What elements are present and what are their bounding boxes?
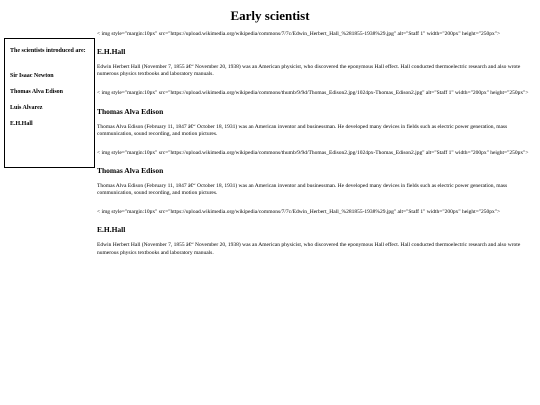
broken-image-markup: < img style="margin:10px" src="https://upload.wikimedia.org/wikipedia/commons/thumb/9/9d/Thomas_Edison2.jpg/1024px-Thomas_Edison2.jpg" alt="Staff 1" width="200px" height="250px"> — [97, 90, 529, 97]
scientist-section — [97, 209, 535, 256]
scientist-name: E.H.Hall — [97, 47, 126, 57]
sidebar-item-alvarez: Luis Alvarez — [10, 105, 43, 111]
scientist-name: E.H.Hall — [97, 225, 126, 235]
scientist-section — [97, 90, 535, 137]
sidebar-heading: The scientists introduced are: — [10, 48, 86, 54]
scientist-bio: Edwin Herbert Hall (November 7, 1855 â€“ November 20, 1938) was an American physicist, who discovered the eponymous Hall effect. Hall conducted thermoelectric research and also wrote numerous physics textbooks and laboratory manuals. — [97, 242, 521, 256]
broken-image-markup: < img style="margin:10px" src="https://upload.wikimedia.org/wikipedia/commons/thumb/9/9d/Thomas_Edison2.jpg/1024px-Thomas_Edison2.jpg" alt="Staff 1" width="200px" height="250px"> — [97, 149, 529, 156]
scientist-name: Thomas Alva Edison — [97, 106, 164, 116]
sidebar-item-hall: E.H.Hall — [10, 121, 33, 127]
sidebar-item-newton: Sir Isaac Newton — [10, 73, 54, 79]
broken-image-markup: < img style="margin:10px" src="https://upload.wikimedia.org/wikipedia/commons/7/7c/Edwin_Herbert_Hall_%281855-1938%29.jpg" alt="Staff 1" width="200px" height="250px"> — [97, 209, 501, 216]
page-title: Early scientist — [230, 8, 310, 23]
scientist-bio: Thomas Alva Edison (February 11, 1847 â€“ October 18, 1931) was an American inventor and businessman. He developed many devices in fields such as electric power generation, mass communication, sound recording, and motion pictures. — [97, 182, 508, 197]
broken-image-markup: < img style="margin:10px" src="https://upload.wikimedia.org/wikipedia/commons/7/7c/Edwin_Herbert_Hall_%281855-1938%29.jpg" alt="Staff 1" width="200px" height="250px"> — [97, 31, 501, 37]
sidebar — [4, 38, 95, 168]
scientist-section — [97, 31, 535, 78]
scientist-section — [97, 150, 535, 197]
scientist-bio: Thomas Alva Edison (February 11, 1847 â€“ October 18, 1931) was an American inventor and businessman. He developed many devices in fields such as electric power generation, mass communication, sound recording, and motion pictures. — [97, 123, 508, 137]
scientist-bio: Edwin Herbert Hall (November 7, 1855 â€“ November 20, 1938) was an American physicist, who discovered the eponymous Hall effect. Hall conducted thermoelectric research and also wrote numerous physics textbooks and laboratory manuals. — [97, 64, 521, 78]
sidebar-item-edison: Thomas Alva Edison — [10, 89, 64, 95]
scientist-name: Thomas Alva Edison — [97, 165, 164, 175]
main-content — [97, 31, 535, 257]
